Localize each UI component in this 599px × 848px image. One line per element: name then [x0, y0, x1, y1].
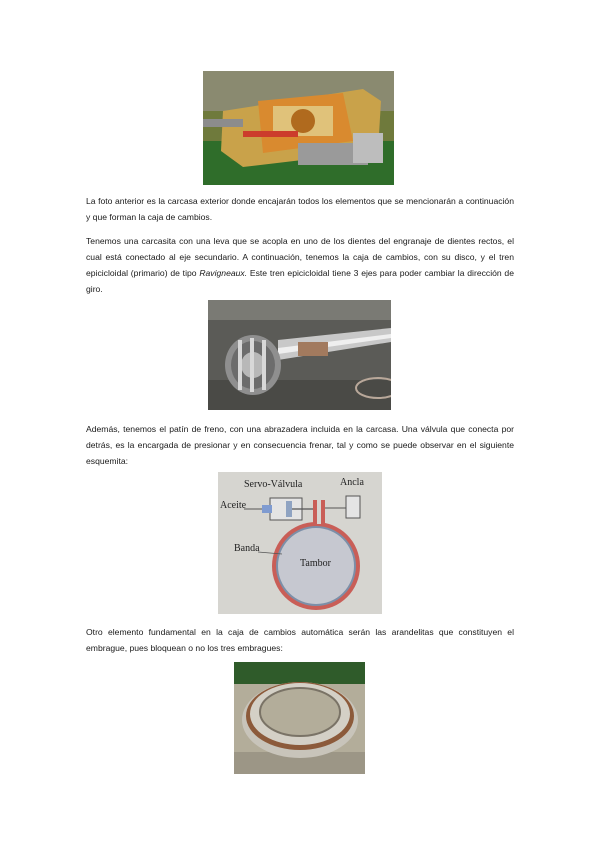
clutch-plates-photo	[234, 662, 365, 774]
label-banda: Banda	[234, 543, 260, 554]
paragraph-clutch-washers: Otro elemento fundamental en la caja de cambios automática serán las arandelitas que constituyen el embrague, pues bloquean o no los tres embragues:	[86, 627, 514, 653]
label-tambor: Tambor	[300, 558, 331, 569]
paragraph-housing: La foto anterior es la carcasa exterior donde encajarán todos los elementos que se mencionarán a continuación y que forman la caja de cambios.	[86, 196, 514, 222]
planetary-shaft-photo	[208, 300, 391, 410]
brake-band-diagram	[218, 472, 382, 614]
label-ancla: Ancla	[340, 477, 364, 488]
gearbox-housing-photo	[203, 71, 394, 185]
ravigneaux-term: Ravigneaux.	[199, 268, 248, 278]
paragraph-brake-shoe: Además, tenemos el patín de freno, con una abrazadera incluida en la carcasa. Una válvula que conecta por detrás, es la encargada de presionar y en consecuencia frenar, tal y como se puede observar en el siguiente esquemita:	[86, 424, 514, 466]
label-aceite: Aceite	[220, 500, 247, 511]
label-servo-valvula: Servo-Válvula	[244, 479, 303, 490]
paragraph-carcasita: Tenemos una carcasita con una leva que se acopla en uno de los dientes del engranaje de dientes rectos, el cual está conectado al eje secundario. A continuación, tenemos la caja de cambios, con su disco, y el tren epicicloidal (primario) de tipo Ravigneaux. Este tren epicicloidal tiene 3 ejes para poder cambiar la dirección de giro.	[86, 236, 514, 294]
